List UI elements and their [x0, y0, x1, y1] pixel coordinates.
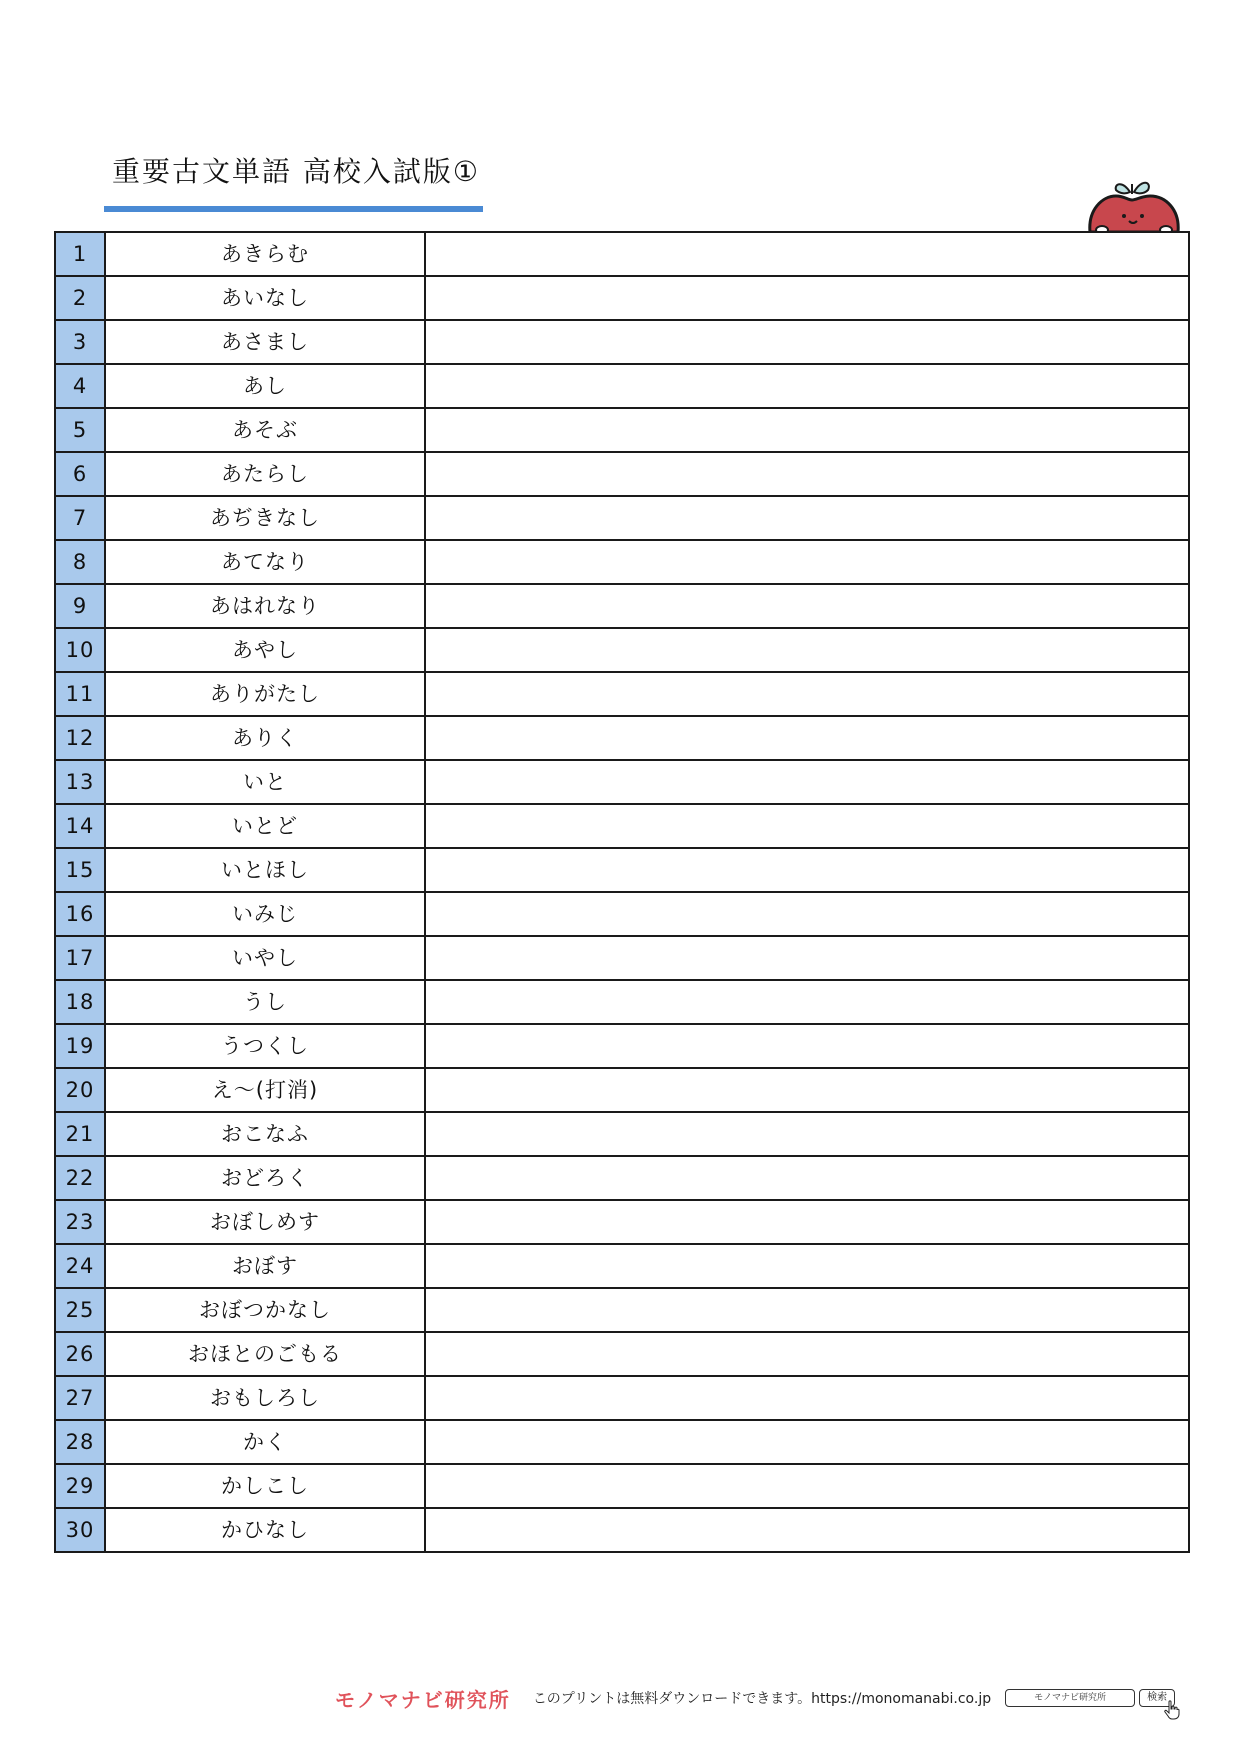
table-row — [55, 672, 1189, 716]
row-number: 20 — [55, 1068, 105, 1112]
vocab-word: いと — [105, 760, 425, 804]
vocab-word: あさまし — [105, 320, 425, 364]
table-row — [55, 892, 1189, 936]
table-row — [55, 276, 1189, 320]
answer-cell[interactable] — [425, 1420, 1189, 1464]
vocab-word: あやし — [105, 628, 425, 672]
table-row — [55, 1508, 1189, 1552]
answer-cell[interactable] — [425, 408, 1189, 452]
answer-cell[interactable] — [425, 584, 1189, 628]
page-title: 重要古文単語 高校入試版① — [112, 155, 481, 188]
answer-cell[interactable] — [425, 496, 1189, 540]
apple-mascot-icon — [1086, 176, 1182, 234]
table-row — [55, 1332, 1189, 1376]
row-number: 28 — [55, 1420, 105, 1464]
row-number: 7 — [55, 496, 105, 540]
vocab-word: いやし — [105, 936, 425, 980]
answer-cell[interactable] — [425, 232, 1189, 276]
answer-cell[interactable] — [425, 980, 1189, 1024]
answer-cell[interactable] — [425, 1288, 1189, 1332]
pointer-hand-icon — [1164, 1700, 1180, 1720]
row-number: 23 — [55, 1200, 105, 1244]
vocab-word: おぼしめす — [105, 1200, 425, 1244]
vocab-word: いとど — [105, 804, 425, 848]
vocab-word: うつくし — [105, 1024, 425, 1068]
vocab-word: おぼす — [105, 1244, 425, 1288]
vocab-word: うし — [105, 980, 425, 1024]
row-number: 25 — [55, 1288, 105, 1332]
vocab-word: いとほし — [105, 848, 425, 892]
answer-cell[interactable] — [425, 540, 1189, 584]
table-row — [55, 1376, 1189, 1420]
table-row — [55, 584, 1189, 628]
answer-cell[interactable] — [425, 628, 1189, 672]
table-row — [55, 936, 1189, 980]
row-number: 18 — [55, 980, 105, 1024]
answer-cell[interactable] — [425, 1156, 1189, 1200]
vocab-word: ありく — [105, 716, 425, 760]
answer-cell[interactable] — [425, 1200, 1189, 1244]
vocab-word: かく — [105, 1420, 425, 1464]
answer-cell[interactable] — [425, 760, 1189, 804]
row-number: 6 — [55, 452, 105, 496]
answer-cell[interactable] — [425, 1464, 1189, 1508]
table-row — [55, 364, 1189, 408]
vocab-word: かしこし — [105, 1464, 425, 1508]
footer — [335, 1683, 1175, 1713]
search-button[interactable] — [1139, 1689, 1175, 1707]
vocab-word: あそぶ — [105, 408, 425, 452]
answer-cell[interactable] — [425, 1112, 1189, 1156]
table-row — [55, 1288, 1189, 1332]
answer-cell[interactable] — [425, 276, 1189, 320]
row-number: 11 — [55, 672, 105, 716]
answer-cell[interactable] — [425, 320, 1189, 364]
vocab-word: あし — [105, 364, 425, 408]
search-button-label: 検索 — [1147, 1692, 1168, 1703]
answer-cell[interactable] — [425, 804, 1189, 848]
table-row — [55, 1464, 1189, 1508]
vocab-word: あきらむ — [105, 232, 425, 276]
table-row — [55, 320, 1189, 364]
table-row — [55, 540, 1189, 584]
vocab-word: あぢきなし — [105, 496, 425, 540]
table-row — [55, 760, 1189, 804]
answer-cell[interactable] — [425, 1024, 1189, 1068]
table-row — [55, 408, 1189, 452]
vocab-word: あてなり — [105, 540, 425, 584]
row-number: 30 — [55, 1508, 105, 1552]
vocab-word: おもしろし — [105, 1376, 425, 1420]
vocab-word: え～(打消) — [105, 1068, 425, 1112]
brand-logo — [335, 1684, 511, 1713]
row-number: 5 — [55, 408, 105, 452]
answer-cell[interactable] — [425, 1068, 1189, 1112]
table-row — [55, 1068, 1189, 1112]
row-number: 29 — [55, 1464, 105, 1508]
row-number: 13 — [55, 760, 105, 804]
download-notice: このプリントは無料ダウンロードできます。https://monomanabi.co.jp — [532, 1691, 992, 1707]
brand-name: モノマナビ研究所 — [335, 1687, 511, 1712]
row-number: 3 — [55, 320, 105, 364]
table-row — [55, 496, 1189, 540]
vocab-word: おどろく — [105, 1156, 425, 1200]
table-row — [55, 452, 1189, 496]
table-row — [55, 1024, 1189, 1068]
table-row — [55, 1244, 1189, 1288]
table-row — [55, 1420, 1189, 1464]
row-number: 19 — [55, 1024, 105, 1068]
table-row — [55, 1200, 1189, 1244]
answer-cell[interactable] — [425, 452, 1189, 496]
table-row — [55, 848, 1189, 892]
answer-cell[interactable] — [425, 364, 1189, 408]
answer-cell[interactable] — [425, 1508, 1189, 1552]
row-number: 16 — [55, 892, 105, 936]
vocab-word: おほとのごもる — [105, 1332, 425, 1376]
row-number: 2 — [55, 276, 105, 320]
row-number: 14 — [55, 804, 105, 848]
row-number: 17 — [55, 936, 105, 980]
search-input[interactable]: モノマナビ研究所 — [1005, 1689, 1135, 1707]
table-row — [55, 232, 1189, 276]
answer-cell[interactable] — [425, 672, 1189, 716]
table-row — [55, 628, 1189, 672]
vocab-word: おこなふ — [105, 1112, 425, 1156]
table-row — [55, 804, 1189, 848]
answer-cell[interactable] — [425, 892, 1189, 936]
answer-cell[interactable] — [425, 1332, 1189, 1376]
answer-cell[interactable] — [425, 716, 1189, 760]
row-number: 9 — [55, 584, 105, 628]
answer-cell[interactable] — [425, 1376, 1189, 1420]
answer-cell[interactable] — [425, 1244, 1189, 1288]
row-number: 10 — [55, 628, 105, 672]
row-number: 4 — [55, 364, 105, 408]
vocab-word: かひなし — [105, 1508, 425, 1552]
title-underline — [104, 206, 483, 212]
row-number: 8 — [55, 540, 105, 584]
row-number: 21 — [55, 1112, 105, 1156]
row-number: 27 — [55, 1376, 105, 1420]
table-row — [55, 1156, 1189, 1200]
answer-cell[interactable] — [425, 936, 1189, 980]
vocab-word: いみじ — [105, 892, 425, 936]
row-number: 26 — [55, 1332, 105, 1376]
vocab-word: おぼつかなし — [105, 1288, 425, 1332]
vocab-word: あたらし — [105, 452, 425, 496]
row-number: 15 — [55, 848, 105, 892]
vocab-word: ありがたし — [105, 672, 425, 716]
answer-cell[interactable] — [425, 848, 1189, 892]
vocab-word: あいなし — [105, 276, 425, 320]
row-number: 12 — [55, 716, 105, 760]
vocab-table — [54, 231, 1190, 1553]
row-number: 22 — [55, 1156, 105, 1200]
table-row — [55, 1112, 1189, 1156]
row-number: 1 — [55, 232, 105, 276]
vocab-word: あはれなり — [105, 584, 425, 628]
row-number: 24 — [55, 1244, 105, 1288]
table-row — [55, 716, 1189, 760]
table-row — [55, 980, 1189, 1024]
